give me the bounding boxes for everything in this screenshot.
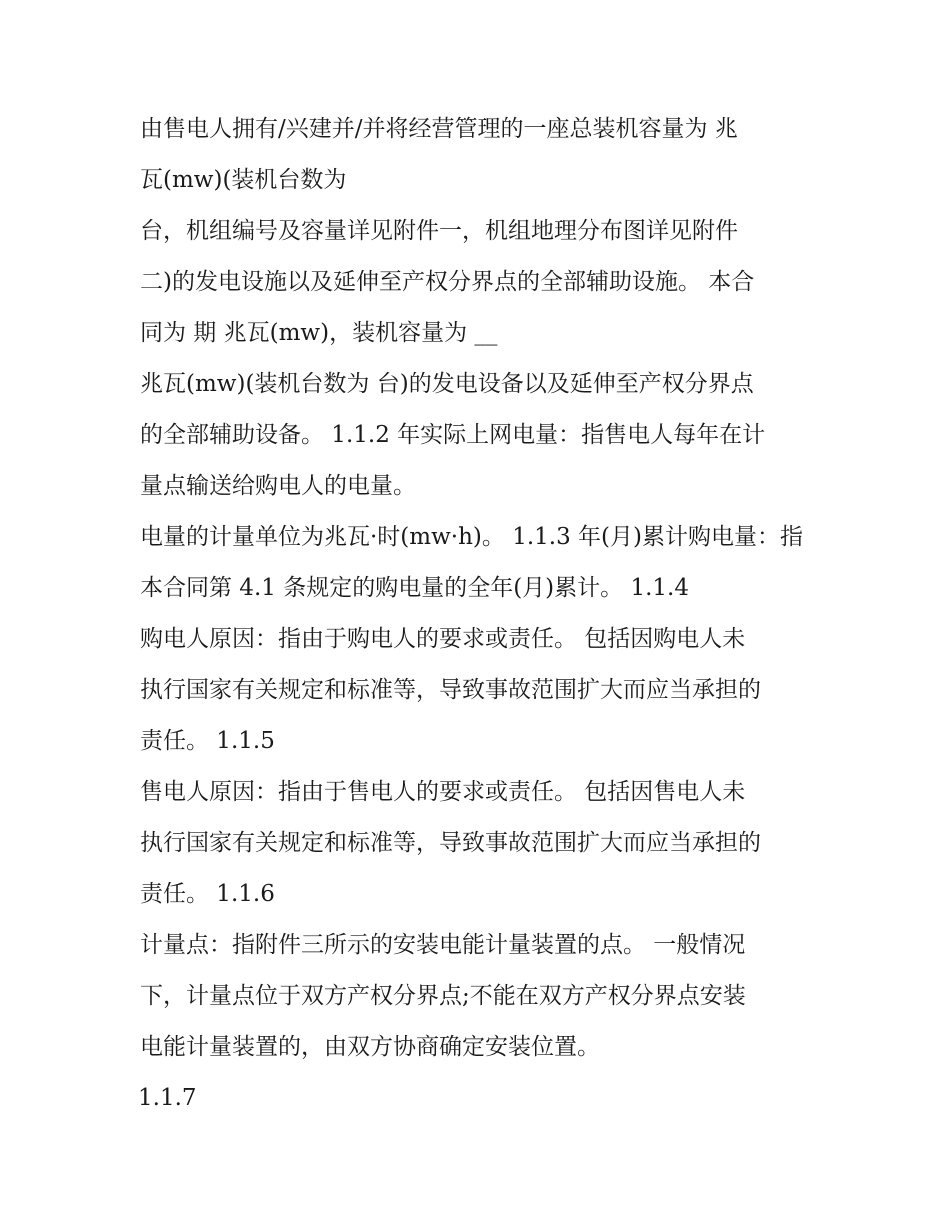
text-line: 下，计量点位于双方产权分界点;不能在双方产权分界点安装 bbox=[140, 983, 746, 1009]
text-line: 电量的计量单位为兆瓦·时(mw·h)。 1.1.3 年(月)累计购电量：指 bbox=[140, 524, 803, 550]
text-line: 量点输送给购电人的电量。 bbox=[140, 473, 416, 499]
text-line: 的全部辅助设备。 1.1.2 年实际上网电量：指售电人每年在计 bbox=[140, 422, 766, 448]
text-line: 责任。 1.1.5 bbox=[140, 728, 275, 754]
text-line: 同为 期 兆瓦(mw)，装机容量为 __ bbox=[140, 320, 498, 346]
text-line: 执行国家有关规定和标准等，导致事故范围扩大而应当承担的 bbox=[140, 830, 761, 856]
text-line: 执行国家有关规定和标准等，导致事故范围扩大而应当承担的 bbox=[140, 677, 761, 703]
text-line: 售电人原因：指由于售电人的要求或责任。 包括因售电人未 bbox=[140, 779, 746, 805]
text-line: 兆瓦(mw)(装机台数为 台)的发电设备以及延伸至产权分界点 bbox=[140, 371, 754, 397]
text-line: 瓦(mw)(装机台数为 bbox=[140, 167, 347, 193]
text-line: 购电人原因：指由于购电人的要求或责任。 包括因购电人未 bbox=[140, 626, 746, 652]
text-line: 责任。 1.1.6 bbox=[140, 881, 275, 907]
text-line: 二)的发电设施以及延伸至产权分界点的全部辅助设施。 本合 bbox=[140, 269, 755, 295]
text-line: 电能计量装置的，由双方协商确定安装位置。 bbox=[140, 1034, 600, 1060]
text-line: 计量点：指附件三所示的安装电能计量装置的点。 一般情况 bbox=[140, 932, 746, 958]
text-line: 由售电人拥有/兴建并/并将经营管理的一座总装机容量为 兆 bbox=[140, 116, 738, 142]
document-body bbox=[140, 104, 820, 1124]
text-line: 本合同第 4.1 条规定的购电量的全年(月)累计。 1.1.4 bbox=[140, 575, 689, 601]
text-line: 台，机组编号及容量详见附件一，机组地理分布图详见附件 bbox=[140, 218, 738, 244]
section-number: 1.1.7 bbox=[138, 1085, 197, 1111]
